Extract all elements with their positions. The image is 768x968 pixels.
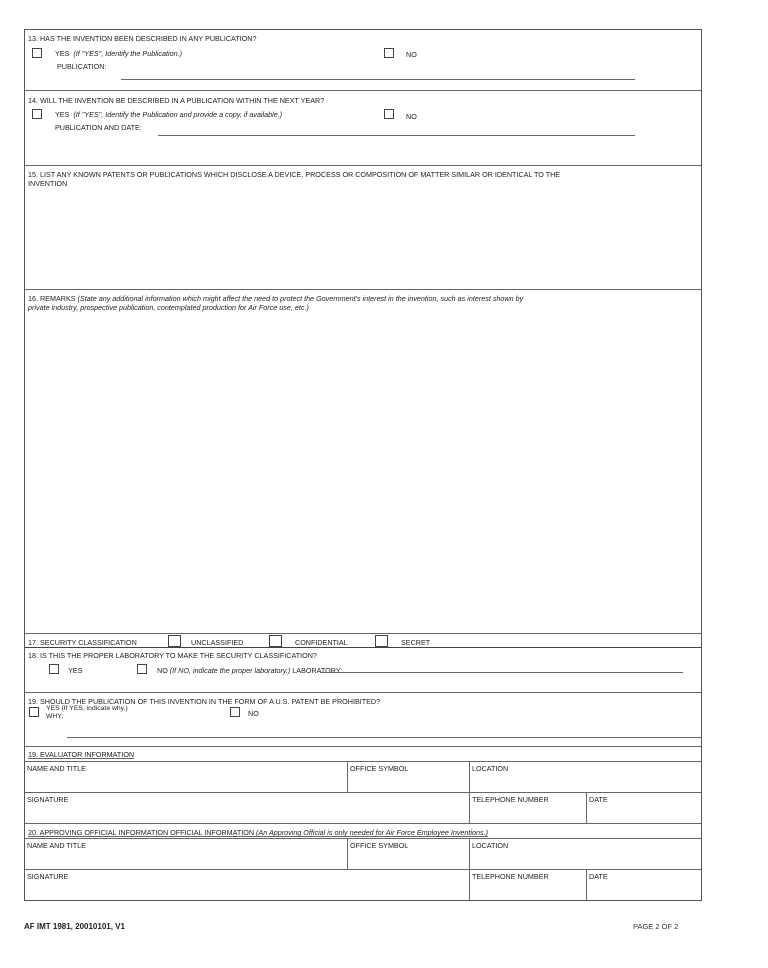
invention-disclosure-form (24, 29, 702, 901)
q18-laboratory-input[interactable] (320, 672, 683, 673)
evaluator-location-field[interactable] (470, 762, 701, 792)
q16-hint-line1: (State any additional information which might affect the need to protect the Government's interest in the invention, such as interest shown by (77, 294, 524, 303)
section-17 (25, 634, 701, 648)
q14-yes-hint: (If "YES", Identify the Publication and provide a copy, if available.) (73, 110, 283, 119)
q17-secret-checkbox[interactable] (375, 635, 388, 647)
q19a-why-label: WHY: (46, 713, 64, 720)
approving-signature-field[interactable] (25, 870, 470, 900)
section-13 (25, 30, 701, 91)
q17-confidential-label: CONFIDENTIAL (295, 638, 348, 647)
evaluator-name-title-field[interactable] (25, 762, 348, 792)
q14-yes-text: YES (55, 110, 70, 119)
approving-telephone-label: TELEPHONE NUMBER (472, 872, 549, 881)
q19a-no-checkbox[interactable] (230, 707, 240, 717)
q19a-no-label: NO (248, 709, 259, 718)
q19a-yes-checkbox[interactable] (29, 707, 39, 717)
approving-hint: (An Approving Official is only needed for Air Force Employee Inventions.) (256, 828, 489, 837)
q17-unclassified-label: UNCLASSIFIED (191, 638, 244, 647)
evaluator-office-symbol-label: OFFICE SYMBOL (350, 764, 409, 773)
q14-publication-date-input[interactable] (158, 135, 635, 136)
approving-location-label: LOCATION (472, 841, 509, 850)
q14-question: 14. WILL THE INVENTION BE DESCRIBED IN A PUBLICATION WITHIN THE NEXT YEAR? (28, 96, 325, 105)
section-approving-official (25, 824, 701, 901)
q18-question: 18. IS THIS THE PROPER LABORATORY TO MAKE THE SECURITY CLASSIFICATION? (28, 651, 317, 660)
approving-telephone-field[interactable] (470, 870, 587, 900)
q14-yes-checkbox[interactable] (32, 109, 42, 119)
q19a-yes-label: YES (If YES, indicate why.) (46, 705, 128, 712)
form-id: AF IMT 1981, 20010101, V1 (24, 922, 125, 931)
q15-question-line2: INVENTION (28, 179, 68, 188)
q17-confidential-checkbox[interactable] (269, 635, 282, 647)
q13-publication-input[interactable] (121, 79, 635, 80)
q13-yes-text: YES (55, 49, 70, 58)
approving-date-label: DATE (589, 872, 608, 881)
evaluator-signature-label: SIGNATURE (27, 795, 69, 804)
q18-laboratory-label: LABORATORY: (292, 666, 343, 675)
q17-secret-label: SECRET (401, 638, 431, 647)
q18-no-label (157, 666, 342, 675)
evaluator-name-title-label: NAME AND TITLE (27, 764, 86, 773)
q13-no-label: NO (406, 50, 417, 59)
approving-name-title-field[interactable] (25, 839, 348, 869)
evaluator-telephone-label: TELEPHONE NUMBER (472, 795, 549, 804)
q14-yes-label (55, 110, 282, 119)
evaluator-signature-field[interactable] (25, 793, 470, 823)
approving-name-title-label: NAME AND TITLE (27, 841, 86, 850)
q16-question-line1 (28, 294, 523, 303)
evaluator-office-symbol-field[interactable] (348, 762, 470, 792)
q19a-question: 19. SHOULD THE PUBLICATION OF THIS INVENTION IN THE FORM OF A U.S. PATENT BE PROHIBITED? (28, 697, 381, 706)
approving-signature-label: SIGNATURE (27, 872, 69, 881)
q14-no-label: NO (406, 112, 417, 121)
evaluator-title: 19. EVALUATOR INFORMATION (28, 750, 135, 759)
section-16-remarks[interactable] (25, 290, 701, 634)
q14-publication-date-label: PUBLICATION AND DATE: (55, 123, 142, 132)
q18-no-hint: (If NO, indicate the proper laboratory.) (169, 666, 291, 675)
q18-yes-checkbox[interactable] (49, 664, 59, 674)
q18-no-checkbox[interactable] (137, 664, 147, 674)
q13-yes-checkbox[interactable] (32, 48, 42, 58)
q18-yes-label: YES (68, 666, 83, 675)
section-18 (25, 648, 701, 693)
approving-office-symbol-field[interactable] (348, 839, 470, 869)
q19a-why-input[interactable] (67, 737, 701, 738)
evaluator-location-label: LOCATION (472, 764, 509, 773)
section-15[interactable] (25, 166, 701, 290)
q18-no-text: NO (157, 666, 168, 675)
q13-question: 13. HAS THE INVENTION BEEN DESCRIBED IN ANY PUBLICATION? (28, 34, 257, 43)
evaluator-date-label: DATE (589, 795, 608, 804)
approving-date-field[interactable] (587, 870, 701, 900)
evaluator-telephone-field[interactable] (470, 793, 587, 823)
q14-no-checkbox[interactable] (384, 109, 394, 119)
q15-question-line1: 15. LIST ANY KNOWN PATENTS OR PUBLICATIONS WHICH DISCLOSE A DEVICE, PROCESS OR COMPOSITION OF MATTER SIMILAR OR IDENTICAL TO THE (28, 170, 561, 179)
q13-yes-label (55, 49, 182, 58)
q17-label: 17. SECURITY CLASSIFICATION (28, 638, 137, 647)
evaluator-date-field[interactable] (587, 793, 701, 823)
approving-office-symbol-label: OFFICE SYMBOL (350, 841, 409, 850)
approving-location-field[interactable] (470, 839, 701, 869)
page-number: PAGE 2 OF 2 (633, 922, 679, 931)
approving-title-text: 20. APPROVING OFFICIAL INFORMATION OFFICIAL INFORMATION (28, 828, 255, 837)
q13-yes-hint: (If "YES", Identify the Publication.) (73, 49, 182, 58)
section-evaluator (25, 747, 701, 824)
q13-publication-label: PUBLICATION: (57, 62, 107, 71)
approving-title (25, 824, 701, 838)
q16-hint-line2: private industry, prospective publication, contemplated production for Air Force use, etc.) (28, 303, 309, 312)
q13-no-checkbox[interactable] (384, 48, 394, 58)
q16-label: 16. REMARKS (28, 294, 76, 303)
q17-unclassified-checkbox[interactable] (168, 635, 181, 647)
section-19-prohibit (25, 693, 701, 747)
section-14 (25, 91, 701, 166)
